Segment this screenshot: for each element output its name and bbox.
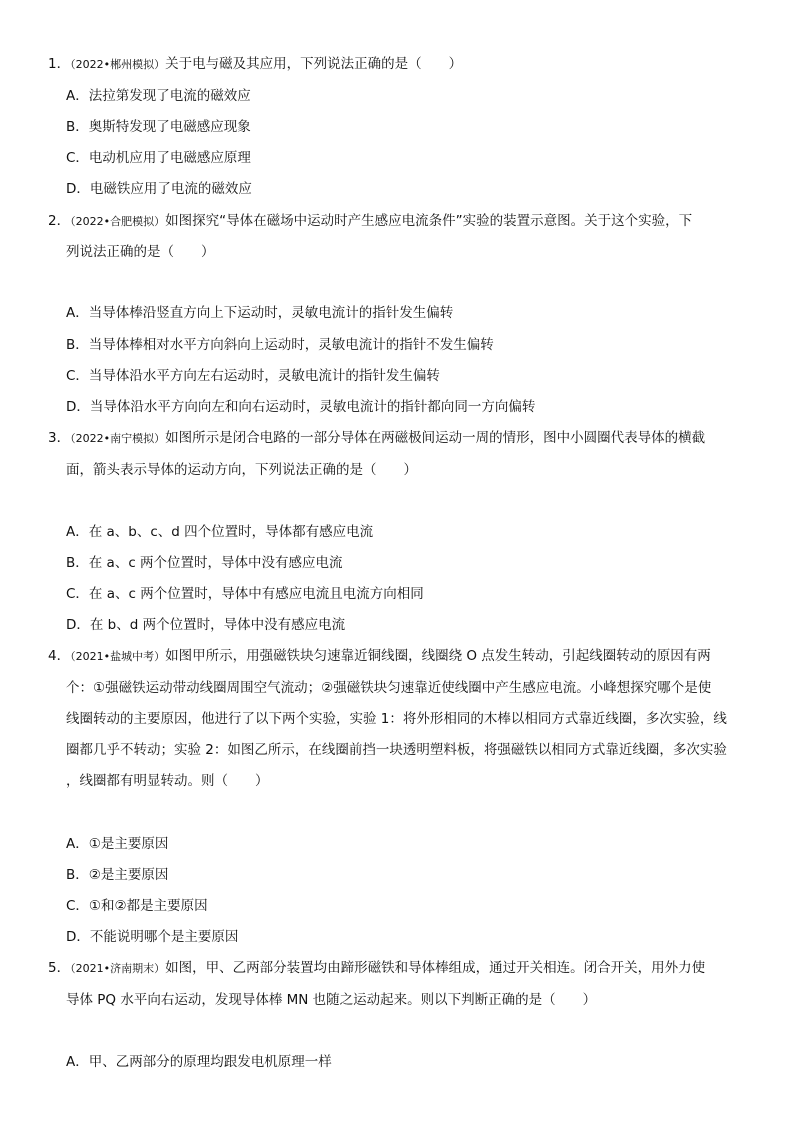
question-number: 2． [48,213,71,229]
question-stem-continuation: 线圈转动的主要原因，他进行了以下两个实验，实验 1：将外形相同的木棒以相同方式靠近线圈，多次实验，线 [66,711,727,727]
question-stem-text: 如图探究“导体在磁场中运动时产生感应电流条件”实验的装置示意图。关于这个实验，下 [165,213,693,229]
question-source: （2021•盐城中考） [70,650,166,663]
option-d: D．电磁铁应用了电流的磁效应 [66,181,252,197]
option-d: D．在 b、d 两个位置时，导体中没有感应电流 [66,617,346,633]
question-4-stem [48,646,711,667]
question-stem-continuation: 圈都几乎不转动；实验 2：如图乙所示，在线圈前挡一块透明塑料板，将强磁铁以相同方式靠近线圈，多次实验 [66,742,727,758]
question-source: （2022•郴州模拟） [70,58,166,71]
question-source: （2022•合肥模拟） [70,215,166,228]
option-b: B．②是主要原因 [66,867,169,883]
question-stem-text: 如图，甲、乙两部分装置均由蹄形磁铁和导体棒组成，通过开关相连。闭合开关，用外力使 [165,960,706,976]
question-number: 1． [48,56,71,72]
question-source: （2022•南宁模拟） [70,432,166,445]
question-number: 5． [48,960,71,976]
option-c: C．当导体沿水平方向左右运动时，灵敏电流计的指针发生偏转 [66,368,440,384]
question-stem-text: 如图所示是闭合电路的一部分导体在两磁极间运动一周的情形，图中小圆圈代表导体的横截 [165,430,706,446]
question-stem-continuation: 列说法正确的是（ ） [66,244,215,260]
option-b: B．在 a、c 两个位置时，导体中没有感应电流 [66,555,343,571]
question-stem-continuation: ，线圈都有明显转动。则（ ） [66,773,269,789]
question-source: （2021•济南期末） [70,962,166,975]
question-5-stem [48,958,705,979]
question-1-stem [48,54,462,75]
question-stem-text: 关于电与磁及其应用，下列说法正确的是（ ） [165,56,463,72]
question-number: 3． [48,430,71,446]
question-stem-text: 如图甲所示，用强磁铁块匀速靠近铜线圈，线圈绕 O 点发生转动，引起线圈转动的原因有两 [165,648,711,664]
question-3-stem [48,428,705,449]
question-stem-continuation: 导体 PQ 水平向右运动，发现导体棒 MN 也随之运动起来。则以下判断正确的是（ ） [66,992,597,1008]
option-a: A．法拉第发现了电流的磁效应 [66,88,251,104]
option-c: C．电动机应用了电磁感应原理 [66,150,251,166]
option-d: D．当导体沿水平方向向左和向右运动时，灵敏电流计的指针都向同一方向偏转 [66,399,536,415]
option-d: D．不能说明哪个是主要原因 [66,929,239,945]
option-a: A．在 a、b、c、d 四个位置时，导体都有感应电流 [66,524,374,540]
option-c: C．①和②都是主要原因 [66,898,208,914]
question-stem-continuation: 个：①强磁铁运动带动线圈周围空气流动；②强磁铁块匀速靠近使线圈中产生感应电流。小峰想探究哪个是使 [66,680,712,696]
option-a: A．当导体棒沿竖直方向上下运动时，灵敏电流计的指针发生偏转 [66,305,454,321]
question-number: 4． [48,648,71,664]
option-c: C．在 a、c 两个位置时，导体中有感应电流且电流方向相同 [66,586,424,602]
question-2-stem [48,211,692,232]
option-a: A．①是主要原因 [66,836,169,852]
option-b: B．当导体棒相对水平方向斜向上运动时，灵敏电流计的指针不发生偏转 [66,337,494,353]
question-stem-continuation: 面，箭头表示导体的运动方向，下列说法正确的是（ ） [66,462,417,478]
option-b: B．奥斯特发现了电磁感应现象 [66,119,251,135]
option-a: A．甲、乙两部分的原理均跟发电机原理一样 [66,1054,332,1070]
